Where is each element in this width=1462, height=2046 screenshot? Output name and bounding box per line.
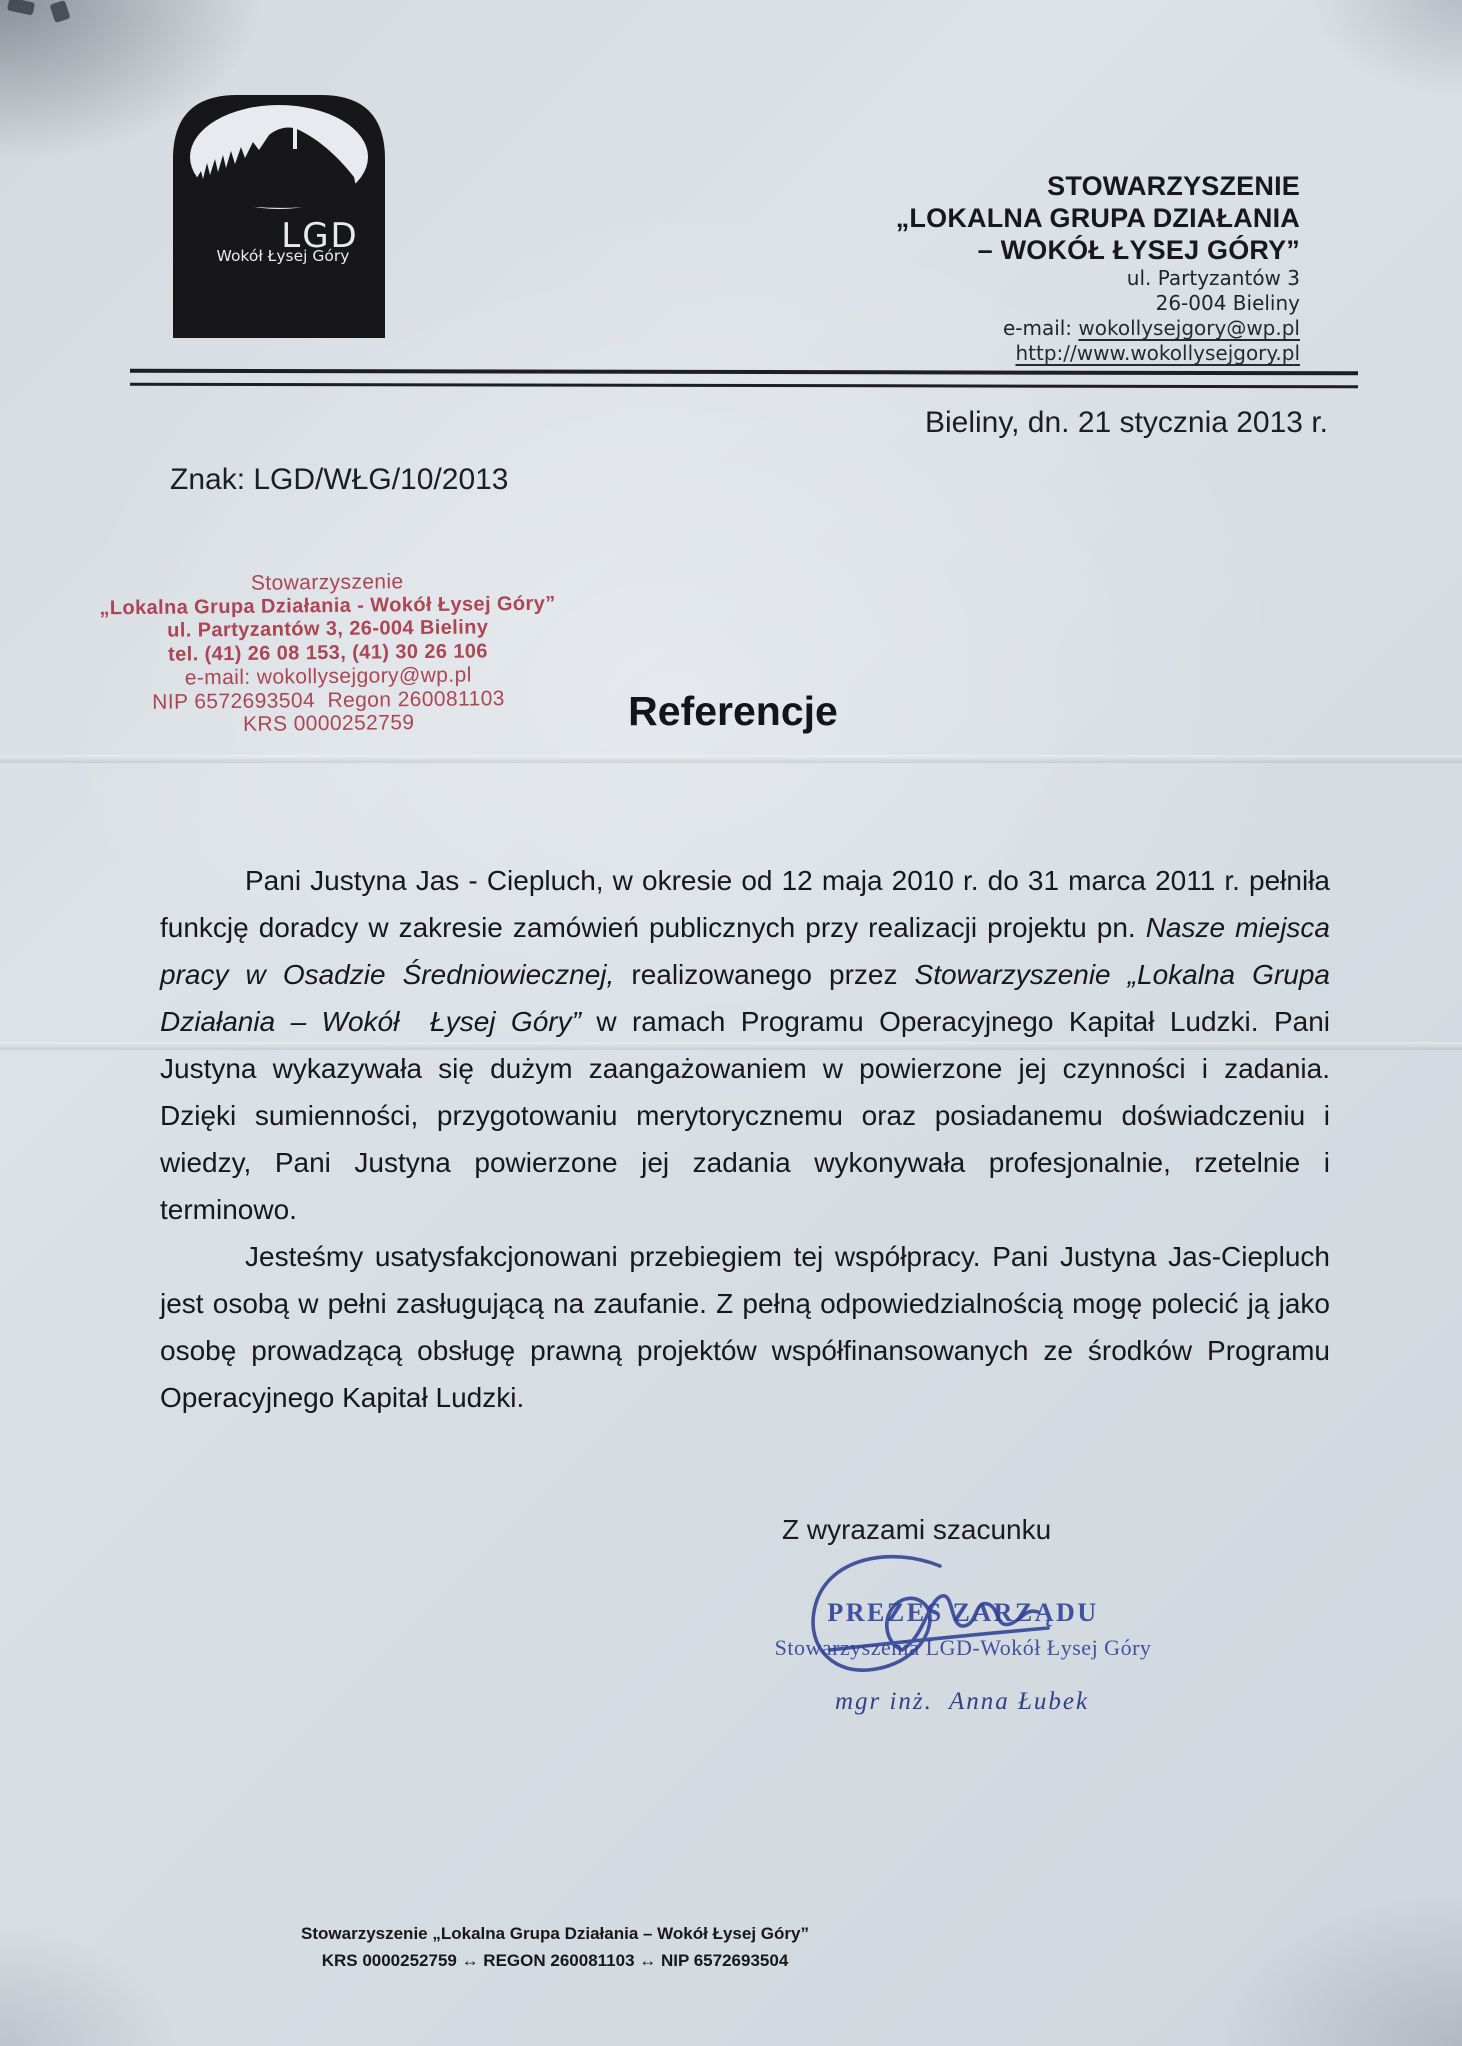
letterhead-block bbox=[600, 170, 1300, 366]
stamp-line: NIP 6572693504 Regon 260081103 bbox=[152, 686, 505, 714]
org-city: 26-004 Bieliny bbox=[1155, 291, 1300, 315]
stamp-line: KRS 0000252759 bbox=[242, 711, 415, 736]
stamp-line: ul. Partyzantów 3, 26-004 Bieliny bbox=[167, 616, 489, 642]
org-name-line2: „LOKALNA GRUPA DZIAŁANIA bbox=[895, 203, 1300, 233]
stamp-title: PREZES ZARZĄDU bbox=[827, 1598, 1099, 1627]
org-website-line bbox=[600, 341, 1300, 366]
org-name-line1: STOWARZYSZENIE bbox=[1047, 171, 1300, 201]
org-name-line3: – WOKÓŁ ŁYSEJ GÓRY” bbox=[977, 235, 1300, 265]
paragraph-1 bbox=[160, 857, 1338, 1233]
website-link: http://www.wokollysejgory.pl bbox=[1015, 341, 1300, 365]
logo-subtitle-text: Wokół Łysej Góry bbox=[216, 247, 350, 265]
footer-registry-numbers: KRS 0000252759 ↔ REGON 260081103 ↔ NIP 6572693504 bbox=[321, 1951, 789, 1970]
paragraph-2: Jesteśmy usatysfakcjonowani przebiegiem tej współpracy. Pani Justyna Jas-Ciepluch jest osobą w pełni zasługującą na zaufanie. Z pełną odpowiedzialnością mogę polecić ją jako osobę prowadzącą obsługę prawną projektów współfinansowanych ze środków Programu Operacyjnego Kapitał Ludzki. bbox=[160, 1241, 1330, 1413]
org-street: ul. Partyzantów 3 bbox=[1126, 266, 1300, 290]
letter-body bbox=[160, 857, 1338, 1421]
body-segment-italic: Stowarzyszenie „Lokalna Grupa Działania – Wokół Łysej Góry” bbox=[160, 959, 1338, 1037]
stamp-line: Stowarzyszenie bbox=[250, 570, 404, 595]
body-segment-italic: Nasze miejsca pracy w Osadzie Średniowiecznej, bbox=[160, 912, 1338, 990]
president-stamp bbox=[700, 1598, 1226, 1661]
paper-crease bbox=[0, 755, 1462, 763]
logo-acronym-text: LGD bbox=[281, 216, 359, 256]
footer-org-name: Stowarzyszenie „Lokalna Grupa Działania – Wokół Łysej Góry” bbox=[301, 1924, 809, 1943]
email-label: e-mail: bbox=[1002, 316, 1079, 340]
org-logo bbox=[173, 95, 385, 338]
closing-salutation: Z wyrazami szacunku bbox=[782, 1514, 1052, 1545]
stamp-line: „Lokalna Grupa Działania - Wokół Łysej Góry” bbox=[99, 592, 556, 619]
stamp-line: e-mail: wokollysejgory@wp.pl bbox=[184, 663, 472, 690]
photo-artifact bbox=[49, 0, 70, 23]
stamp-line: tel. (41) 26 08 153, (41) 30 26 106 bbox=[167, 639, 488, 666]
document-title: Referencje bbox=[628, 688, 838, 734]
email-link: wokollysejgory@wp.pl bbox=[1078, 316, 1300, 340]
body-segment: realizowanego przez bbox=[614, 959, 915, 990]
footer-block bbox=[145, 1920, 965, 1974]
body-segment: Pani Justyna Jas - Ciepluch, w okresie od 12 maja 2010 r. do 31 marca 2011 r. pełniła funkcję doradcy w zakresie zamówień publicznych przy realizacji projektu pn. bbox=[160, 865, 1330, 943]
logo-graphic bbox=[173, 95, 385, 338]
signer-name-stamp: mgr inż. Anna Łubek bbox=[834, 1688, 1090, 1715]
stamp-org: Stowarzyszenia LGD-Wokół Łysej Góry bbox=[774, 1635, 1152, 1660]
body-segment: w ramach Programu Operacyjnego Kapitał Ludzki. Pani Justyna wykazywała się dużym zaangażowaniem w powierzone jej czynności i zadania. Dzięki sumienności, przygotowaniu merytorycznemu oraz posiadanemu doświadczeniu i wiedzy, Pani Justyna powierzone jej zadania wykonywała profesjonalnie, rzetelnie i terminowo. bbox=[160, 1006, 1330, 1225]
photo-artifact bbox=[7, 0, 35, 16]
org-email-line bbox=[600, 316, 1300, 341]
header-divider bbox=[130, 369, 1358, 389]
reference-number: Znak: LGD/WŁG/10/2013 bbox=[170, 463, 509, 496]
date-line: Bieliny, dn. 21 stycznia 2013 r. bbox=[924, 406, 1328, 439]
